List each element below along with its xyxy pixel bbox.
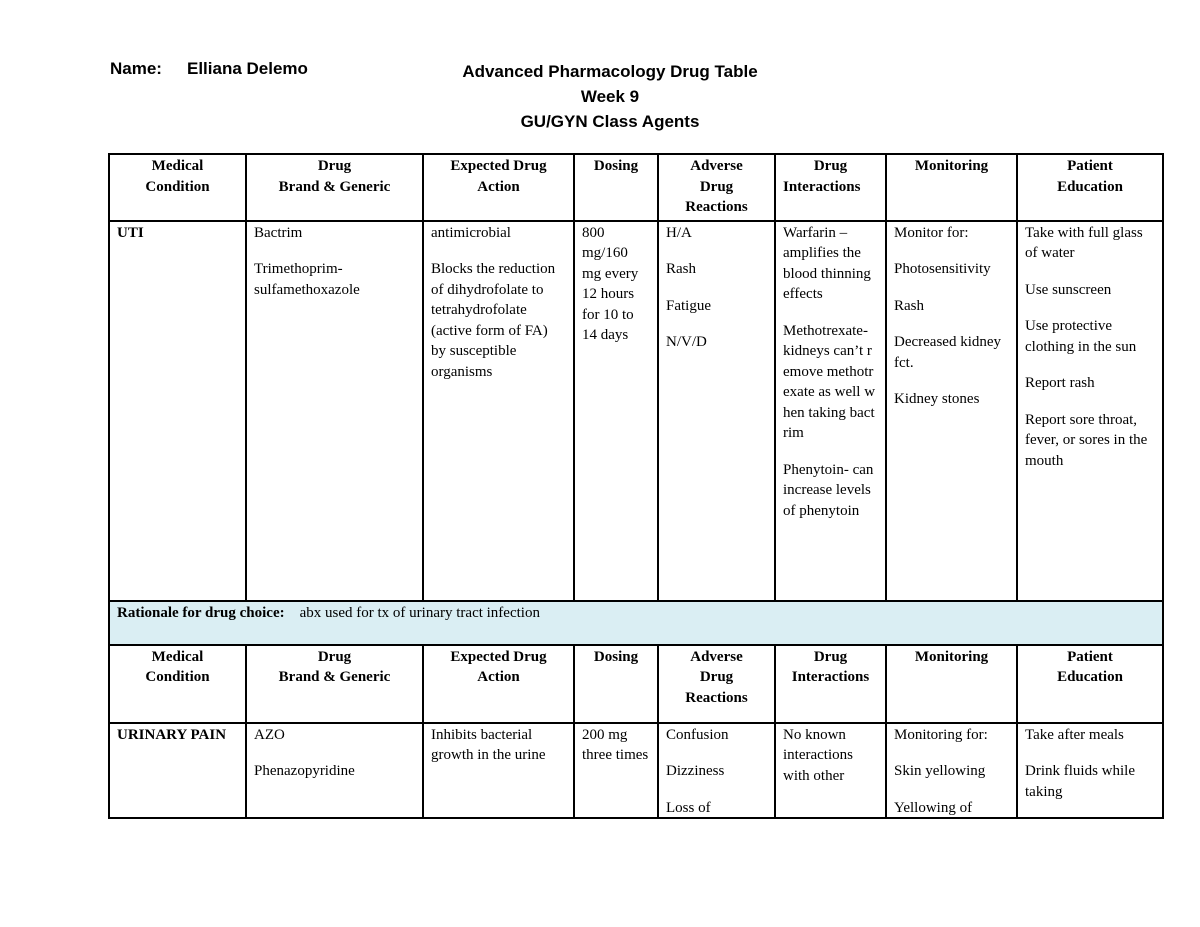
monitoring-item: Rash xyxy=(894,297,924,314)
monitoring-item: Yellowing of xyxy=(894,799,973,816)
interactions-cell: No known interactions with other xyxy=(775,723,886,818)
rationale-text: abx used for tx of urinary tract infection xyxy=(299,604,540,621)
action-mechanism: Blocks the reduction of dihydrofolate to tetrahydrofolate (active form of FA) by susceptible organisms xyxy=(431,261,556,380)
drug-generic: Phenazopyridine xyxy=(254,763,355,779)
drug-cell xyxy=(246,723,423,818)
education-item: Use protective clothing in the sun xyxy=(1025,318,1137,355)
education-item: Drink fluids while taking xyxy=(1025,763,1135,800)
education-cell xyxy=(1017,723,1163,818)
adverse-item: Loss of xyxy=(666,799,711,816)
dosing-cell: 800 mg/160 mg every 12 hours for 10 to 14 days xyxy=(574,221,658,601)
action-cell: Inhibits bacterial growth in the urine xyxy=(423,723,574,818)
rationale-label: Rationale for drug choice: xyxy=(117,604,285,621)
adverse-item: Dizziness xyxy=(666,763,725,779)
interaction-item: Methotrexate- kidneys can’t remove methotrexate as well when taking bactrim xyxy=(783,322,876,441)
drug-brand: Bactrim xyxy=(254,224,303,241)
col-header-dosing: Dosing xyxy=(574,154,658,221)
col-header-condition: Medical Condition xyxy=(109,645,246,723)
rationale-cell xyxy=(109,601,1163,645)
monitoring-item: Monitor for: xyxy=(894,224,969,241)
interactions-cell xyxy=(775,221,886,601)
rationale-row xyxy=(109,601,1163,645)
monitoring-item: Decreased kidney fct. xyxy=(894,334,1002,371)
table-row xyxy=(109,221,1163,601)
col-header-monitoring: Monitoring xyxy=(886,645,1017,723)
monitoring-cell xyxy=(886,723,1017,818)
header-row xyxy=(109,645,1163,723)
col-header-education: Patient Education xyxy=(1017,154,1163,221)
title-line: Advanced Pharmacology Drug Table xyxy=(462,62,758,81)
adverse-item: Confusion xyxy=(666,726,729,743)
condition-cell: UTI xyxy=(109,221,246,601)
col-header-monitoring: Monitoring xyxy=(886,154,1017,221)
monitoring-cell xyxy=(886,221,1017,601)
monitoring-item: Skin yellowing xyxy=(894,763,986,779)
monitoring-item: Kidney stones xyxy=(894,391,980,407)
drug-brand: AZO xyxy=(254,726,285,743)
monitoring-item: Monitoring for: xyxy=(894,726,988,743)
header-row xyxy=(109,154,1163,221)
col-header-drug: Drug Brand & Generic xyxy=(246,645,423,723)
action-cell xyxy=(423,221,574,601)
adverse-item: N/V/D xyxy=(666,334,707,350)
class-line: GU/GYN Class Agents xyxy=(520,112,700,131)
education-item: Use sunscreen xyxy=(1025,281,1112,298)
col-header-interactions: Drug Interactions xyxy=(775,154,886,221)
drug-generic: Trimethoprim-sulfamethoxazole xyxy=(254,261,360,298)
col-header-interactions: Drug Interactions xyxy=(775,645,886,723)
interaction-item: Phenytoin- can increase levels of phenytoin xyxy=(783,461,874,519)
education-item: Report rash xyxy=(1025,375,1095,391)
adverse-item: Rash xyxy=(666,261,696,277)
col-header-adverse: Adverse Drug Reactions xyxy=(658,645,775,723)
drug-cell xyxy=(246,221,423,601)
adverse-item: Fatigue xyxy=(666,297,711,314)
col-header-action: Expected Drug Action xyxy=(423,645,574,723)
monitoring-item: Photosensitivity xyxy=(894,261,991,277)
student-name: Elliana Delemo xyxy=(187,59,308,78)
col-header-education: Patient Education xyxy=(1017,645,1163,723)
col-header-drug: Drug Brand & Generic xyxy=(246,154,423,221)
education-item: Report sore throat, fever, or sores in the mouth xyxy=(1025,411,1148,469)
name-label: Name: xyxy=(110,59,162,78)
drug-table xyxy=(108,153,1164,819)
week-line: Week 9 xyxy=(580,87,640,106)
col-header-dosing: Dosing xyxy=(574,645,658,723)
adverse-cell xyxy=(658,723,775,818)
education-item: Take after meals xyxy=(1025,726,1124,743)
condition-cell: URINARY PAIN xyxy=(109,723,246,818)
education-cell xyxy=(1017,221,1163,601)
col-header-condition: Medical Condition xyxy=(109,154,246,221)
action-class: antimicrobial xyxy=(431,224,511,241)
col-header-action: Expected Drug Action xyxy=(423,154,574,221)
interaction-item: Warfarin – amplifies the blood thinning effects xyxy=(783,224,871,302)
col-header-adverse: Adverse Drug Reactions xyxy=(658,154,775,221)
table-row xyxy=(109,723,1163,818)
adverse-item: H/A xyxy=(666,224,692,241)
education-item: Take with full glass of water xyxy=(1025,224,1143,261)
document-title xyxy=(390,59,830,134)
adverse-cell xyxy=(658,221,775,601)
dosing-cell: 200 mg three times xyxy=(574,723,658,818)
